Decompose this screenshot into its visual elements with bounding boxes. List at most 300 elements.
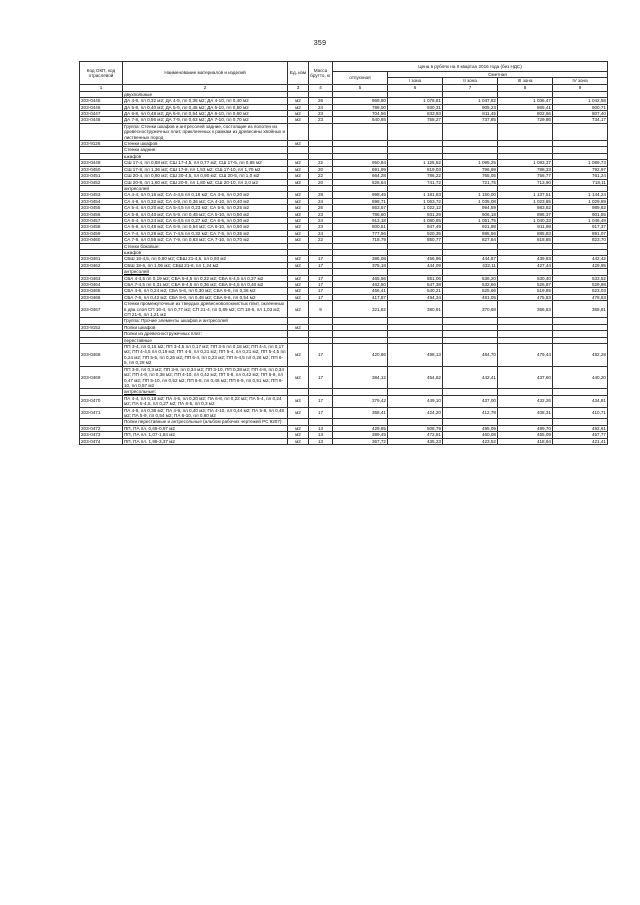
row-price-zone-1: 833,93 [388,111,443,117]
row-mass: 24 [309,230,333,236]
row-price-zone-1: 508,79 [388,425,443,431]
row-price-zone-3: 983,82 [498,205,553,211]
page-number: 359 [313,40,327,47]
row-price-wholesale: 863,57 [333,205,388,211]
row-name: ПП 3-8, пл 0,3 м2; ПП 3-9, пл 0,34 м2; ПП 3-10, ПП 0,38 м2; ПП 4-8, пл 0,34 м2; ПП 4-9, пл 0,38 м2; ПП 4-10, пл 0,42 м2; ПП 5-8, пл 0,42 м2; ПП 5-9, пл 0,47 м2; ПП 5-10, пл 0,52 м2; ПП 6-8, пл 0,46 м2; ПП 6-9, пл 0,51 м2; ПП 6-10, пл 0,57 м2 [123,366,288,389]
row-mass: 17 [309,344,333,367]
row-name: СА 6-8, пл 0,48 м2; СА 6-9, пл 0,54 м2; СА 6-10, пл 0,60 м2 [123,224,288,230]
row-price-zone-3: 729,86 [498,117,553,123]
row-code: 203-0467 [80,301,123,318]
table-row [80,123,608,140]
row-price-zone-2: 905,23 [443,104,498,110]
row-price-zone-2: 442,41 [443,366,498,389]
row-code: 203-0473 [80,432,123,438]
row-mass: 9 [309,301,333,318]
row-price-zone-1: 494,34 [388,294,443,300]
row-price-zone-1: 947,49 [388,224,443,230]
row-unit: м2 [288,395,309,407]
row-name: ПА 4-4, пл 0,18 м2; ПА 4-5, пл 0,20 м2; ПА 6-8, пл 0,22 м2; ПА 5-4, пл 0,24 м2; ПА 5-4,5, пл 0,27 м2; ПА 6-5, пл 0,3 м2 [123,395,288,407]
row-price-zone-1: 498,13 [388,344,443,367]
row-code: 203-9126 [80,141,123,147]
header-mass: Масса брутто, кг [309,62,333,85]
row-price-zone-1: 920,35 [388,230,443,236]
row-price-zone-4: 440,20 [553,366,608,389]
row-price-zone-2: 811,45 [443,111,498,117]
row-code: 203-0470 [80,395,123,407]
row-price-zone-1 [388,123,443,140]
row-name: СШ 17-8, пл 1,36 м2; СШ 17-9, пл 1,53 м2; СШ 17-10, пл 1,70 м2 [123,166,288,172]
row-price-zone-1: 454,62 [388,366,443,389]
row-price-zone-3: 896,37 [498,211,553,217]
row-code: 203-0457 [80,217,123,223]
row-price-zone-3: 713,90 [498,179,553,185]
row-mass [309,123,333,140]
row-price-zone-1: 551,06 [388,275,443,281]
row-unit: м2 [288,166,309,172]
row-name: ДА 7-8, пл 0,56 м2; ДА 7-9, пл 0,63 м2; ДА 7-10, пл 0,70 м2 [123,117,288,123]
row-price-zone-1: 758,27 [388,117,443,123]
column-number: 8 [498,84,553,91]
row-unit: м2 [288,104,309,110]
header-zone-4: IV зона [553,78,608,84]
row-price-zone-4: 900,71 [553,104,608,110]
row-price-wholesale: 691,99 [333,166,388,172]
row-unit: м2 [288,237,309,243]
row-price-zone-4: 1 144,24 [553,192,608,198]
header-unit: Ед. изм [288,62,309,85]
row-price-zone-1: 741,72 [388,179,443,185]
row-price-zone-3: 432,26 [498,395,553,407]
row-code: 203-0462 [80,262,123,268]
row-price-zone-2: 737,85 [443,117,498,123]
row-price-zone-4: 442,42 [553,256,608,262]
row-price-zone-2: 481,05 [443,294,498,300]
row-price-zone-1: 444,09 [388,262,443,268]
row-mass: 17 [309,395,333,407]
row-name: СБШ 18-6, пл 1,06 м2; СБШ 21-6, пл 1,24 м2 [123,262,288,268]
row-name: СА 7-8, пл 0,56 м2; СА 7-9, пл 0,63 м2; СА 7-10, пл 0,70 м2 [123,237,288,243]
row-price-zone-1: 1 181,83 [388,192,443,198]
row-unit: м2 [288,98,309,104]
header-zone-2: II зона [443,78,498,84]
row-price-wholesale: 788,00 [333,104,388,110]
row-unit: м2 [288,344,309,367]
row-price-zone-3: 489,70 [498,425,553,431]
row-code: 203-0472 [80,425,123,431]
row-price-wholesale: 417,87 [333,294,388,300]
row-name: Стенки шкафов [123,141,288,147]
row-unit: м2 [288,173,309,179]
row-name: ПП, ПА пл. 1,99-3,37 м2 [123,438,288,444]
row-price-zone-3: 865,41 [498,104,553,110]
row-price-zone-3: 475,83 [498,294,553,300]
column-number: 1 [80,84,123,91]
row-code: 203-0448 [80,117,123,123]
row-unit: м2 [288,230,309,236]
row-price-zone-2: 437,00 [443,395,498,407]
column-number: 2 [123,84,288,91]
row-price-zone-1: 424,20 [388,407,443,419]
row-unit: м2 [288,160,309,166]
row-mass: 17 [309,262,333,268]
row-price-wholesale: 399,45 [333,432,388,438]
row-code: 203-0468 [80,344,123,367]
row-code: 203-0451 [80,173,123,179]
row-mass: 17 [309,294,333,300]
row-price-wholesale: 998,45 [333,192,388,198]
row-name: двухпольные [123,91,288,97]
row-price-zone-4: 482,28 [553,344,608,367]
row-mass: 17 [309,366,333,389]
row-price-zone-2: 827,84 [443,237,498,243]
row-price-zone-4: 901,55 [553,211,608,217]
row-price-zone-4: 718,11 [553,179,608,185]
column-number: 6 [388,84,443,91]
row-name: СШ 20-8, пл 1,60 м2; СШ 20-9, пл 1,80 м2; СШ 20-10, пл 2,0 м2 [123,179,288,185]
table-row [80,407,608,419]
header-name: Наименование материалов и изделий [123,62,288,85]
row-code: 203-0471 [80,407,123,419]
row-price-zone-4: 807,40 [553,111,608,117]
row-mass: 17 [309,275,333,281]
price-table [79,61,608,445]
row-price-wholesale: 379,42 [333,395,388,407]
row-price-wholesale: 640,65 [333,117,388,123]
row-unit: м2 [288,301,309,318]
row-price-zone-2: 906,18 [443,211,498,217]
row-mass: 26 [309,205,333,211]
row-name: СА 5-4, пл 0,20 м2; СА 5-4,5 пл 0,23 м2; СА 5-5, пл 0,25 м2 [123,205,288,211]
row-code: 203-0455 [80,205,123,211]
row-price-zone-3: 818,85 [498,237,553,243]
row-price-zone-3: 526,87 [498,282,553,288]
row-price-zone-3 [498,123,553,140]
row-unit: м2 [288,256,309,262]
header-code: Код ОКП, код отраслевой [80,62,123,85]
row-price-zone-4: 492,61 [553,425,608,431]
row-price-zone-4: 891,07 [553,230,608,236]
row-code: 203-0452 [80,179,123,185]
column-number: 4 [309,84,333,91]
row-price-zone-4: 917,37 [553,224,608,230]
row-unit: м2 [288,211,309,217]
row-price-zone-3: 418,94 [498,438,553,444]
row-price-zone-4: 989,82 [553,205,608,211]
row-unit: м2 [288,117,309,123]
row-price-zone-4: 457,77 [553,432,608,438]
row-price-zone-1: 1 063,72 [388,198,443,204]
row-price-zone-3: 1 083,37 [498,160,553,166]
row-price-zone-2: 796,99 [443,166,498,172]
row-name: СА 5-8, пл 0,40 м2; СА 5-9, пл 0,45 м2; СА 5-10, пл 0,50 м2 [123,211,288,217]
row-price-zone-1: 1 022,12 [388,205,443,211]
row-code: 203-0454 [80,198,123,204]
row-mass: 24 [309,217,333,223]
row-unit: м2 [288,324,309,330]
row-unit: м2 [288,205,309,211]
row-unit: м2 [288,432,309,438]
row-price-wholesale: 358,41 [333,407,388,419]
row-price-zone-3: 437,60 [498,366,553,389]
row-price-zone-2: 536,20 [443,275,498,281]
row-price-zone-2: 423,52 [443,438,498,444]
row-price-zone-1: 786,22 [388,173,443,179]
row-price-zone-1: 1 080,85 [388,217,443,223]
row-name: СШ 20-4, пл 0,80 м2; СШ 20-4,5, пл 0,90 м2; СШ 20-5, пл 1,0 м2 [123,173,288,179]
row-name: Группа: Прочие элементы шкафов и антресолей [123,318,288,324]
row-code: 203-9152 [80,324,123,330]
row-price-zone-1: 1 125,52 [388,160,443,166]
row-price-zone-3: 1 137,51 [498,192,553,198]
row-unit: м2 [288,438,309,444]
row-price-wholesale: 626,64 [333,179,388,185]
row-mass: 23 [309,117,333,123]
row-price-zone-4: 734,17 [553,117,608,123]
row-unit: м2 [288,192,309,198]
row-price-wholesale [333,123,388,140]
row-unit: м2 [288,111,309,117]
row-mass: 17 [309,282,333,288]
header-zone-3: III зона [498,78,553,84]
row-name: ДА 6-8, пл 0,48 м2; ДА 6-9, пл 0,54 м2; ДА 6-10, пл 0,60 м2 [123,111,288,117]
row-price-wholesale: 321,82 [333,301,388,318]
row-mass: 23 [309,211,333,217]
row-price-zone-3: 455,09 [498,432,553,438]
row-unit: м2 [288,198,309,204]
row-name: шкафов [123,249,288,255]
row-name: переставные [123,337,288,343]
table-row [80,395,608,407]
row-price-zone-1: 931,29 [388,211,443,217]
row-price-wholesale: 375,18 [333,262,388,268]
row-price-zone-3: 408,31 [498,407,553,419]
row-code: 203-0460 [80,237,123,243]
row-unit: м2 [288,366,309,389]
row-code: 203-0463 [80,275,123,281]
row-name: шкафов [123,153,288,159]
row-code: 203-0446 [80,104,123,110]
column-number: 3 [288,84,309,91]
row-price-wholesale: 704,56 [333,111,388,117]
row-price-zone-3: 530,40 [498,275,553,281]
row-price-zone-2: 525,66 [443,288,498,294]
row-price-zone-2: 1 051,75 [443,217,498,223]
row-price-zone-3: 885,83 [498,230,553,236]
row-price-zone-4: 368,81 [553,301,608,318]
row-price-zone-1: 930,31 [388,104,443,110]
table-row [80,344,608,367]
row-mass: 23 [309,111,333,117]
row-name: Стенки боковые: [123,243,288,249]
row-unit: м2 [288,141,309,147]
row-name: антресолей [123,269,288,275]
row-unit: м2 [288,282,309,288]
row-mass: 17 [309,407,333,419]
row-price-zone-2 [443,123,498,140]
row-price-wholesale: 462,50 [333,282,388,288]
row-mass: 17 [309,256,333,262]
row-name: СБА 7-6, пл 0,42 м2; СБА 8-6, пл 0,48 м2; СБА 9-6, пл 0,54 м2 [123,294,288,300]
row-price-zone-2: 721,75 [443,179,498,185]
row-name: СБА 4-4,5 пл 0,19 м2; СБА 5-4,5 пл 0,22 м2; СБА 6-4,5 пл 0,27 м2 [123,275,288,281]
row-price-zone-2: 994,59 [443,205,498,211]
row-price-zone-3: 911,98 [498,224,553,230]
row-price-zone-1: 449,10 [388,395,443,407]
row-price-wholesale: 950,84 [333,160,388,166]
table-row [80,438,608,444]
row-unit: м2 [288,224,309,230]
row-name: СШ 17-4, пл 0,68 м2; СШ 17-4,5, пл 0,77 м2; СШ 17-5, пл 0,85 м2 [123,160,288,166]
row-mass: 20 [309,179,333,185]
row-price-wholesale: 664,28 [333,173,388,179]
row-price-wholesale: 913,18 [333,217,388,223]
row-unit: м2 [288,407,309,419]
row-name: антресолей [123,185,288,191]
row-price-zone-4: 421,41 [553,438,608,444]
row-mass: 17 [309,288,333,294]
row-code: 203-0464 [80,282,123,288]
row-unit [288,123,309,140]
row-unit: м2 [288,179,309,185]
row-price-zone-4: 478,63 [553,294,608,300]
row-unit: м2 [288,262,309,268]
row-code: 203-0450 [80,166,123,172]
header-price-group: Цена в рублях на II квартал 2016 года (без НДС) [333,62,608,72]
row-price-zone-2: 484,70 [443,344,498,367]
table-row [80,301,608,318]
row-price-wholesale: 465,56 [333,275,388,281]
row-code: 203-0459 [80,230,123,236]
row-mass: 13 [309,432,333,438]
row-price-zone-4 [553,123,608,140]
row-price-zone-4: 1 046,49 [553,217,608,223]
row-code: 203-0474 [80,438,123,444]
row-price-wholesale: 420,86 [333,344,388,367]
row-price-zone-1: 540,21 [388,288,443,294]
row-price-zone-3: 1 036,47 [498,98,553,104]
row-price-zone-3: 366,63 [498,301,553,318]
row-code: 203-0469 [80,366,123,389]
row-price-zone-2: 444,67 [443,256,498,262]
row-mass: 22 [309,237,333,243]
row-price-zone-2: 765,05 [443,173,498,179]
row-price-zone-4: 792,97 [553,166,608,172]
row-price-zone-2: 432,11 [443,262,498,268]
row-price-wholesale: 456,41 [333,288,388,294]
row-price-zone-2: 1 035,08 [443,198,498,204]
row-unit: м2 [288,425,309,431]
row-price-wholesale: 969,80 [333,98,388,104]
row-price-zone-2: 1 150,00 [443,192,498,198]
row-name: СБА 4-6, пл 0,24 м2; СБА 5-6, пл 0,30 м2; СБА 6-6, пл 0,36 м2 [123,288,288,294]
row-code: 203-0458 [80,224,123,230]
row-price-zone-1: 456,96 [388,256,443,262]
row-price-zone-2: 895,56 [443,230,498,236]
header-estimate: Сметная [388,72,608,78]
row-price-wholesale: 718,79 [333,237,388,243]
row-name: Группа: Стенки шкафов и антресолей задние, состоящие из полотен из древесностружечных плит, приклеенных к рамкам из древесины хвойных и лиственных пород [123,123,288,140]
row-mass: 24 [309,104,333,110]
row-mass: 22 [309,173,333,179]
row-price-zone-3: 1 040,33 [498,217,553,223]
row-name: ДА 5-8, пл 0,40 м2; ДА 5-9, пл 0,45 м2; ДА 5-10, пл 0,50 м2 [123,104,288,110]
header-zone-1: I зона [388,78,443,84]
row-mass: 24 [309,198,333,204]
row-price-zone-2: 412,78 [443,407,498,419]
row-price-zone-1: 1 076,81 [388,98,443,104]
row-name: Полки шкафов [123,324,288,330]
row-price-zone-3: 1 023,85 [498,198,553,204]
row-name: Полки из древесностружечных плит: [123,331,288,337]
row-price-zone-4: 823,70 [553,237,608,243]
row-price-zone-1: 380,91 [388,301,443,318]
row-name: СА 7-4, пл 0,28 м2; СА 7-4,5 пл 0,32 м2; СА 7-5, пл 0,35 м2 [123,230,288,236]
row-price-zone-4: 1 029,89 [553,198,608,204]
row-price-zone-1: 819,03 [388,166,443,172]
row-price-zone-2: 460,08 [443,432,498,438]
row-unit: м2 [288,294,309,300]
row-price-wholesale: 786,80 [333,211,388,217]
row-unit: м2 [288,288,309,294]
row-price-zone-4: 410,71 [553,407,608,419]
row-name: антресольные: [123,389,288,395]
row-name: Стенки промежуточные из твердых древесноволокнистых плит, оклеенных в два слоя СП 16-4, пл 0,77 м2; СП 21-4, пл 0,89 м2; СП 18-6, пл 1,03 м2; СП 21-6, пл 1,21 м2 [123,301,288,318]
row-name: СА 4-8, пл 0,32 м2; СА 4-9, пл 0,36 м2; СА 4-10, пл 0,40 м2 [123,198,288,204]
row-price-zone-2: 495,09 [443,425,498,431]
row-price-zone-2: 370,68 [443,301,498,318]
row-mass: 20 [309,166,333,172]
row-price-zone-4: 523,03 [553,288,608,294]
row-price-zone-2: 1 095,25 [443,160,498,166]
row-price-zone-4: 761,24 [553,173,608,179]
row-price-wholesale: 777,56 [333,230,388,236]
row-price-zone-4: 429,95 [553,262,608,268]
row-price-zone-3: 479,44 [498,344,553,367]
row-name: ПП 3-4, пл 0,15 м2; ПП 3-4,5 пл 0,17 м2; ПП 3-5 пл 0,18 м2; ПП 4-4, пл 0,17 м2; ПП 4-4,5 пл 0,19 м2; ПП 4-5, пл 0,21 м2; ПП 5-4, пл 0,21 м2; ПП 5-4,5 пл 0,24 м2; ПП 5-5, пл 0,26 м2; ПП 6-4, пл 0,23 м2; ПП 6-4,5 пл 0,26 м2; ПП 6-5, пл 0,28 м2 [124,344,286,366]
row-price-zone-2: 921,98 [443,224,498,230]
row-price-zone-3: 802,66 [498,111,553,117]
row-code: 203-0453 [80,192,123,198]
row-code: 203-0466 [80,294,123,300]
row-price-wholesale: 384,12 [333,366,388,389]
row-name: СА 4-4, пл 0,16 м2; СА 4-4,5 пл 0,18 м2; СА 4-5, пл 0,20 м2 [123,192,288,198]
row-unit: м2 [288,217,309,223]
row-price-wholesale: 367,72 [333,438,388,444]
row-price-zone-3: 788,33 [498,166,553,172]
row-name: Полки переставные и антресольные (альбом рабочих чертежей РС 9207): [123,419,288,425]
header-wholesale: отпускная [333,72,388,85]
row-price-zone-4: 1 089,73 [553,160,608,166]
row-code [80,123,123,140]
row-price-zone-1: 472,81 [388,432,443,438]
column-number-row [80,84,608,91]
row-mass: 13 [309,425,333,431]
table-row [80,366,608,389]
row-price-zone-3: 756,77 [498,173,553,179]
column-number: 9 [553,84,608,91]
row-price-zone-2: 1 047,82 [443,98,498,104]
row-price-zone-1: 547,38 [388,282,443,288]
row-code: 203-0447 [80,111,123,117]
row-price-zone-4: 533,52 [553,275,608,281]
row-price-zone-1: 435,23 [388,438,443,444]
row-price-zone-4: 529,98 [553,282,608,288]
row-price-zone-2: 532,66 [443,282,498,288]
row-mass: 26 [309,98,333,104]
row-name: Стенки задние: [123,147,288,153]
column-number: 7 [443,84,498,91]
row-price-zone-3: 439,83 [498,256,553,262]
